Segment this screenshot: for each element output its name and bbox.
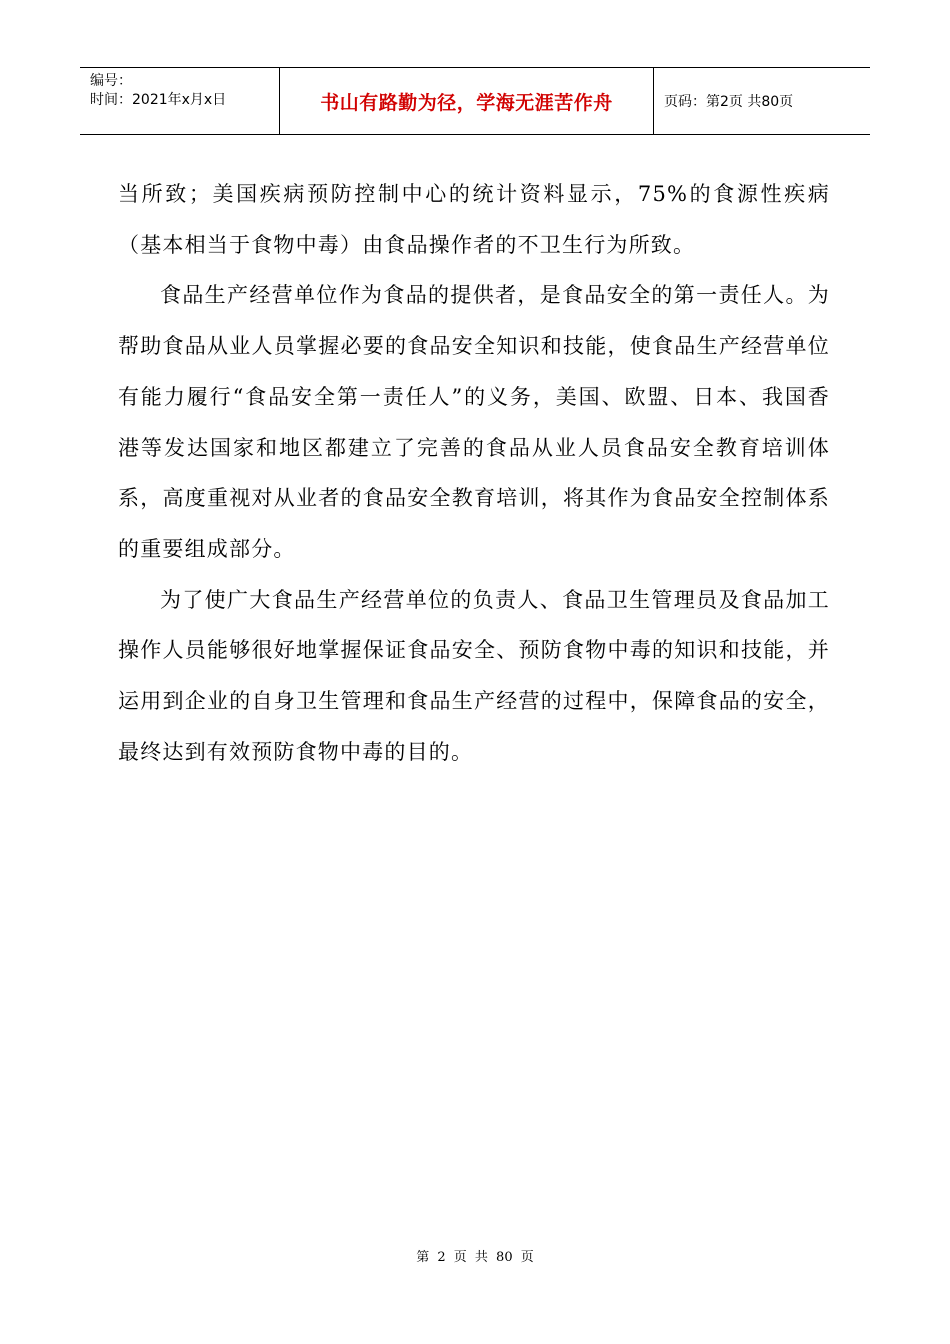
date-line: 时间：2021年x月x日 [90,92,227,108]
header-meta-cell [80,68,280,134]
paragraph: 为了使广大食品生产经营单位的负责人、食品卫生管理员及食品加工操作人员能够很好地掌握保证食品安全、预防食物中毒的知识和技能，并运用到企业的自身卫生管理和食品生产经营的过程中，保障食品的安全，最终达到有效预防食物中毒的目的。 [118,587,830,764]
page-footer [0,1246,950,1265]
header-page-cell [654,68,870,134]
paragraph-continued: 当所致；美国疾病预防控制中心的统计资料显示，75%的食源性疾病（基本相当于食物中毒）由食品操作者的不卫生行为所致。 [118,182,830,257]
header-motto-cell [280,68,654,134]
motto-text: 书山有路勤为径，学海无涯苦作舟 [320,91,613,114]
page-info-text: 页码：第2页 共80页 [664,94,794,110]
serial-number-label: 编号： [90,73,132,89]
page-header [80,67,870,135]
document-body [118,169,830,777]
footer-page-number: 第 2 页 共 80 页 [416,1250,534,1265]
paragraph: 食品生产经营单位作为食品的提供者，是食品安全的第一责任人。为帮助食品从业人员掌握必要的食品安全知识和技能，使食品生产经营单位有能力履行“食品安全第一责任人”的义务，美国、欧盟、日本、我国香港等发达国家和地区都建立了完善的食品从业人员食品安全教育培训体系，高度重视对从业者的食品安全教育培训，将其作为食品安全控制体系的重要组成部分。 [118,283,830,561]
